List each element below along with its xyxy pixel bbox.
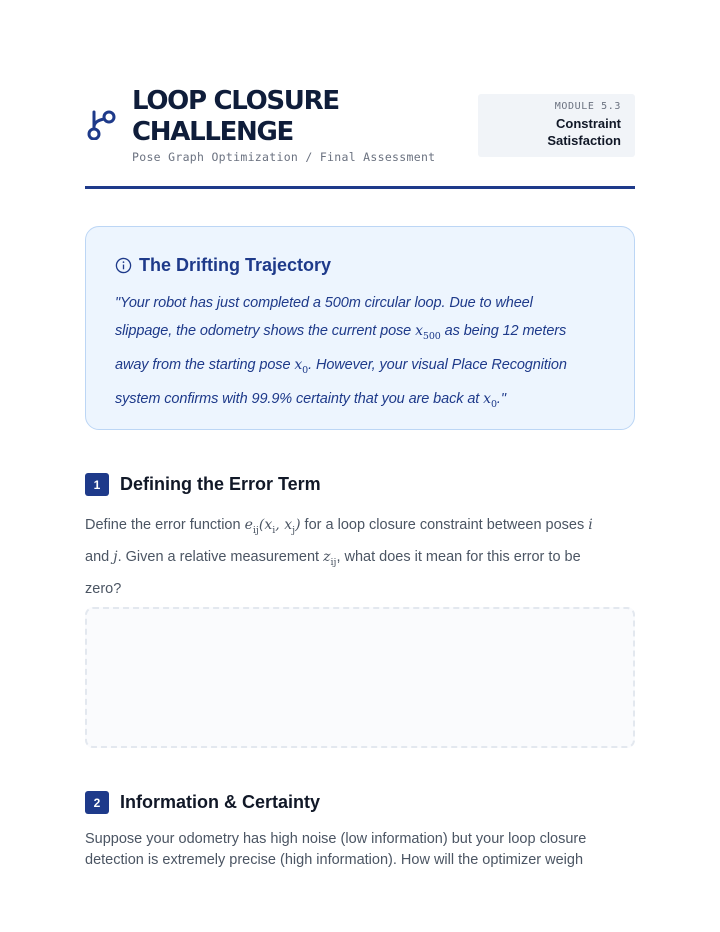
prompt-line-2: detection is extremely precise (high information). How will the optimizer weigh xyxy=(85,852,584,868)
page-header xyxy=(85,86,635,176)
branch-icon xyxy=(85,108,117,140)
quote-line-2a: slippage, the odometry shows the current pose xyxy=(115,323,416,339)
section-1-prompt: Define the error function $e_{ij}(x_i$, $x_j$) for a loop closure constraint between poses i and j. Given a relative measurement $z_{ij}$, what does it mean for this error to be zero? xyxy=(85,517,593,597)
section-number-badge: 2 xyxy=(85,791,109,814)
math-pose-x500: $x_{500}$ xyxy=(415,323,441,342)
scenario-title: The Drifting Trajectory xyxy=(139,255,332,275)
quote-line-4b: ." xyxy=(496,390,506,407)
answer-field[interactable] xyxy=(85,607,635,748)
section-title: Information & Certainty xyxy=(120,792,321,812)
module-label: MODULE 5.3 xyxy=(554,101,621,112)
scenario-header xyxy=(115,255,606,276)
math-pose-x0: $x_0$ xyxy=(294,356,309,376)
math-i: i xyxy=(588,517,593,533)
page-title xyxy=(132,86,339,148)
info-icon xyxy=(115,257,132,274)
section-1-header xyxy=(85,473,321,496)
module-name-line-1: Constraint xyxy=(556,116,621,131)
title-line-1: LOOP CLOSURE xyxy=(132,86,339,116)
math-error-function: $e_{ij}(x_i$, $x_j$) xyxy=(244,517,301,536)
module-name xyxy=(478,115,621,149)
math-measurement: $z_{ij}$ xyxy=(323,548,337,568)
section-2-prompt xyxy=(85,829,637,871)
section-number-badge: 1 xyxy=(85,473,109,496)
section-2-header xyxy=(85,791,320,814)
quote-line-3b: . However, your visual Place Recognition xyxy=(308,356,567,373)
prompt-line-1: Suppose your odometry has high noise (low information) but your loop closure xyxy=(85,831,587,847)
scenario-quote xyxy=(115,289,606,418)
quote-line-3a: away from the starting pose xyxy=(115,356,295,373)
quote-line-2b: as being 12 meters xyxy=(440,323,567,339)
module-name-line-2: Satisfaction xyxy=(547,133,621,148)
quote-line-1: "Your robot has just completed a 500m circular loop. Due to wheel xyxy=(115,295,533,311)
module-badge xyxy=(478,94,635,157)
section-title: Defining the Error Term xyxy=(120,474,321,494)
page-subtitle: Pose Graph Optimization / Final Assessment xyxy=(132,150,436,164)
math-j: j xyxy=(113,548,118,565)
math-pose-x0-end: $x_0$ xyxy=(483,390,497,410)
title-line-2: CHALLENGE xyxy=(132,117,294,147)
header-divider xyxy=(85,186,635,189)
quote-line-4a: system confirms with 99.9% certainty that you are back at xyxy=(115,390,484,407)
scenario-callout xyxy=(85,226,635,430)
